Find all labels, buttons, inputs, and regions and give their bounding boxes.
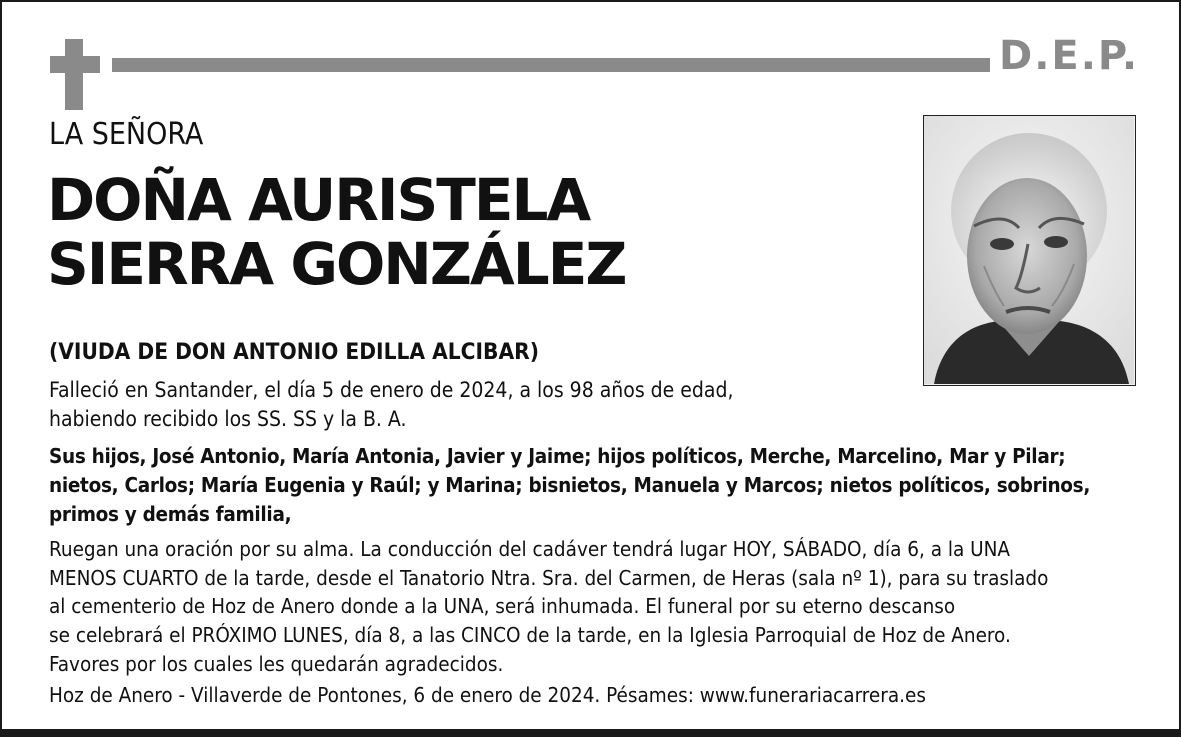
ceremony-line: MENOS CUARTO de la tarde, desde el Tanatorio Ntra. Sra. del Carmen, de Heras (sala nº 1), para su traslado <box>49 565 1049 590</box>
widow-of-text: (VIUDA DE DON ANTONIO EDILLA ALCIBAR) <box>49 339 539 365</box>
cross-icon-horizontal <box>50 56 100 73</box>
ceremony-line: al cementerio de Hoz de Anero donde a la UNA, será inhumada. El funeral por su eterno descanso <box>49 594 956 619</box>
death-paragraph <box>49 376 733 434</box>
family-line: nietos, Carlos; María Eugenia y Raúl; y Marina; bisnietos, Manuela y Marcos; nietos políticos, sobrinos, <box>49 473 1091 497</box>
portrait-photo <box>923 115 1136 386</box>
intro-text: LA SEÑORA <box>49 117 204 152</box>
ceremony-paragraph <box>49 535 1048 679</box>
ceremony-line: Ruegan una oración por su alma. La conducción del cadáver tendrá lugar HOY, SÁBADO, día 6, a la UNA <box>49 537 1011 561</box>
portrait-illustration <box>924 116 1134 384</box>
cross-icon-vertical <box>65 39 83 110</box>
name-line-2: SIERRA GONZÁLEZ <box>47 230 626 298</box>
family-paragraph <box>49 442 1090 529</box>
footer-text: Hoz de Anero - Villaverde de Pontones, 6 de enero de 2024. Pésames: www.funerariacarrera.es <box>49 683 926 707</box>
ceremony-line: se celebrará el PRÓXIMO LUNES, día 8, a las CINCO de la tarde, en la Iglesia Parroquial de Hoz de Anero. <box>49 623 1011 648</box>
family-line: primos y demás familia, <box>49 502 292 526</box>
name-line-1: DOÑA AURISTELA <box>47 166 590 234</box>
death-line: habiendo recibido los SS. SS y la B. A. <box>49 407 407 431</box>
ceremony-line: Favores por los cuales les quedarán agradecidos. <box>49 651 504 676</box>
family-line: Sus hijos, José Antonio, María Antonia, Javier y Jaime; hijos políticos, Merche, Marcelino, Mar y Pilar; <box>49 444 1066 468</box>
death-line: Falleció en Santander, el día 5 de enero de 2024, a los 98 años de edad, <box>49 378 734 402</box>
dep-heading: D.E.P. <box>999 33 1140 79</box>
header-rule <box>112 58 990 72</box>
deceased-name <box>47 168 625 296</box>
